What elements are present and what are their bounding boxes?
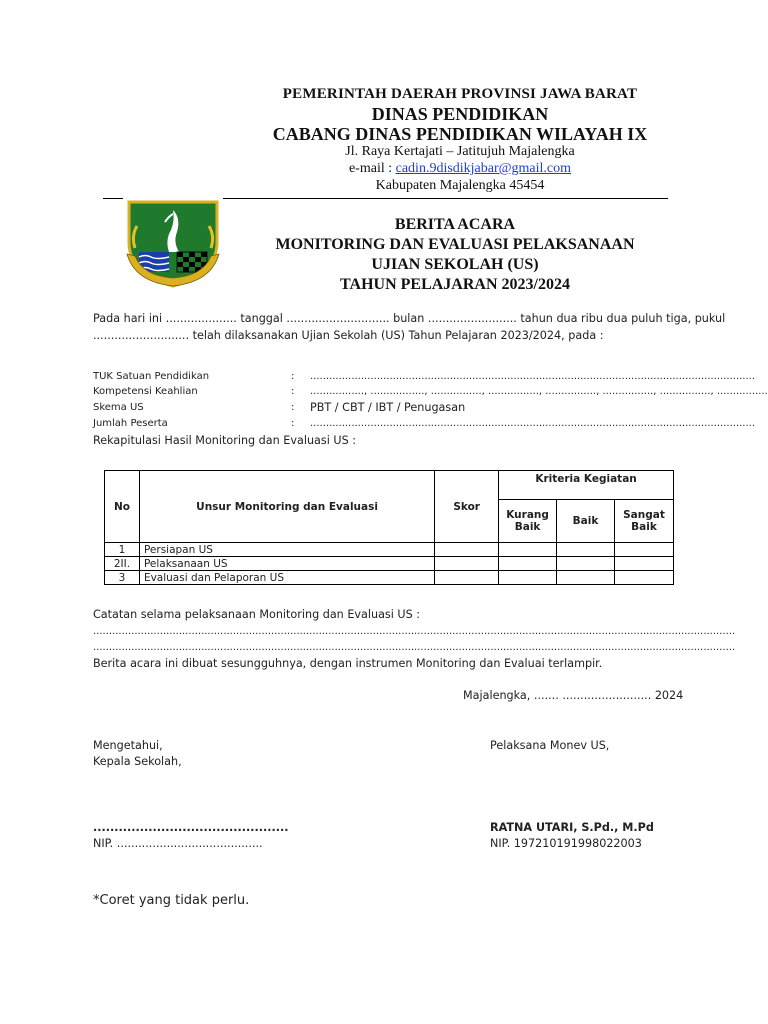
row-baik[interactable] — [557, 571, 615, 585]
document-title: BERITA ACARA — [394, 216, 516, 233]
field-colon: : — [291, 371, 295, 382]
document-exam: UJIAN SEKOLAH (US) — [371, 256, 539, 273]
row-sangat-baik[interactable] — [614, 571, 673, 585]
field-colon: : — [291, 386, 295, 397]
header-no: No — [105, 471, 140, 543]
recap-label: Rekapitulasi Hasil Monitoring dan Evaluasi US : — [93, 434, 356, 447]
field-value-kompetensi: ................., ................., ................, ................, ................, ................, ................, ................ — [310, 386, 768, 397]
header-address: Jl. Raya Kertajati – Jatitujuh Majalengka — [345, 144, 575, 159]
intro-line-1: Pada hari ini .................... tanggal ............................. bulan ......................... tahun dua ribu dua puluh tiga, pukul — [93, 312, 726, 325]
header-rule-left — [103, 198, 123, 199]
table-row — [105, 543, 674, 557]
header-baik: Baik — [557, 500, 615, 543]
field-colon: : — [291, 402, 295, 413]
header-sangat-baik: Sangat Baik — [614, 500, 673, 543]
row-baik[interactable] — [557, 557, 615, 571]
row-skor[interactable] — [435, 557, 499, 571]
right-signatory-nip: NIP. 197210191998022003 — [490, 837, 642, 850]
field-label-jumlah: Jumlah Peserta — [93, 418, 168, 429]
header-city: Kabupaten Majalengka 45454 — [375, 178, 545, 193]
row-baik[interactable] — [557, 543, 615, 557]
left-signatory-name: .............................................. — [93, 821, 289, 834]
row-skor[interactable] — [435, 571, 499, 585]
notes-line-2[interactable]: .......................................................................................................................................................................................................... — [93, 642, 736, 653]
notes-line-1[interactable]: .......................................................................................................................................................................................................... — [93, 626, 736, 637]
header-kriteria: Kriteria Kegiatan — [499, 471, 674, 500]
row-kurang-baik[interactable] — [499, 571, 557, 585]
email-label: e-mail : — [348, 161, 396, 176]
row-unsur: Pelaksanaan US — [139, 557, 434, 571]
field-value-jumlah: ............................................................................................................................................ — [310, 418, 756, 429]
closing-statement: Berita acara ini dibuat sesungguhnya, dengan instrumen Monitoring dan Evaluai terlampir. — [93, 657, 603, 670]
right-signatory-title: Pelaksana Monev US, — [490, 739, 610, 752]
row-sangat-baik[interactable] — [614, 543, 673, 557]
row-unsur: Evaluasi dan Pelaporan US — [139, 571, 434, 585]
row-unsur: Persiapan US — [139, 543, 434, 557]
row-kurang-baik[interactable] — [499, 557, 557, 571]
row-no: 1 — [105, 543, 140, 557]
field-value-tuk: ............................................................................................................................................ — [310, 371, 756, 382]
right-signatory-name: RATNA UTARI, S.Pd., M.Pd — [490, 821, 654, 834]
row-sangat-baik[interactable] — [614, 557, 673, 571]
left-signatory-nip: NIP. ......................................... — [93, 837, 263, 850]
field-label-kompetensi: Kompetensi Keahlian — [93, 386, 198, 397]
monitoring-table — [104, 470, 674, 585]
footnote: *Coret yang tidak perlu. — [93, 893, 250, 908]
left-signatory-role: Kepala Sekolah, — [93, 755, 182, 768]
left-signatory-title: Mengetahui, — [93, 739, 163, 752]
header-agency: DINAS PENDIDIKAN — [371, 104, 549, 124]
header-unsur: Unsur Monitoring dan Evaluasi — [139, 471, 434, 543]
header-kurang-baik: Kurang Baik — [499, 500, 557, 543]
field-label-skema: Skema US — [93, 402, 144, 413]
row-no: 3 — [105, 571, 140, 585]
header-branch: CABANG DINAS PENDIDIKAN WILAYAH IX — [272, 124, 648, 144]
header-government: PEMERINTAH DAERAH PROVINSI JAWA BARAT — [282, 86, 638, 102]
header-skor: Skor — [435, 471, 499, 543]
field-colon: : — [291, 418, 295, 429]
document-subtitle: MONITORING DAN EVALUASI PELAKSANAAN — [275, 236, 635, 253]
field-value-skema: PBT / CBT / IBT / Penugasan — [310, 401, 466, 414]
table-row — [105, 557, 674, 571]
header-rule — [223, 198, 668, 199]
document-year: TAHUN PELAJARAN 2023/2024 — [340, 276, 570, 293]
field-label-tuk: TUK Satuan Pendidikan — [93, 371, 210, 382]
row-kurang-baik[interactable] — [499, 543, 557, 557]
notes-label: Catatan selama pelaksanaan Monitoring dan Evaluasi US : — [93, 608, 421, 621]
date-line: Majalengka, ....... ......................... 2024 — [463, 689, 684, 702]
row-no: 2II. — [105, 557, 140, 571]
email-link[interactable]: cadin.9disdikjabar@gmail.com — [395, 161, 572, 176]
table-row — [105, 571, 674, 585]
header-email-line — [200, 161, 720, 177]
row-skor[interactable] — [435, 543, 499, 557]
intro-line-2: ........................... telah dilaksanakan Ujian Sekolah (US) Tahun Pelajaran 2023/2024, pada : — [93, 329, 604, 342]
